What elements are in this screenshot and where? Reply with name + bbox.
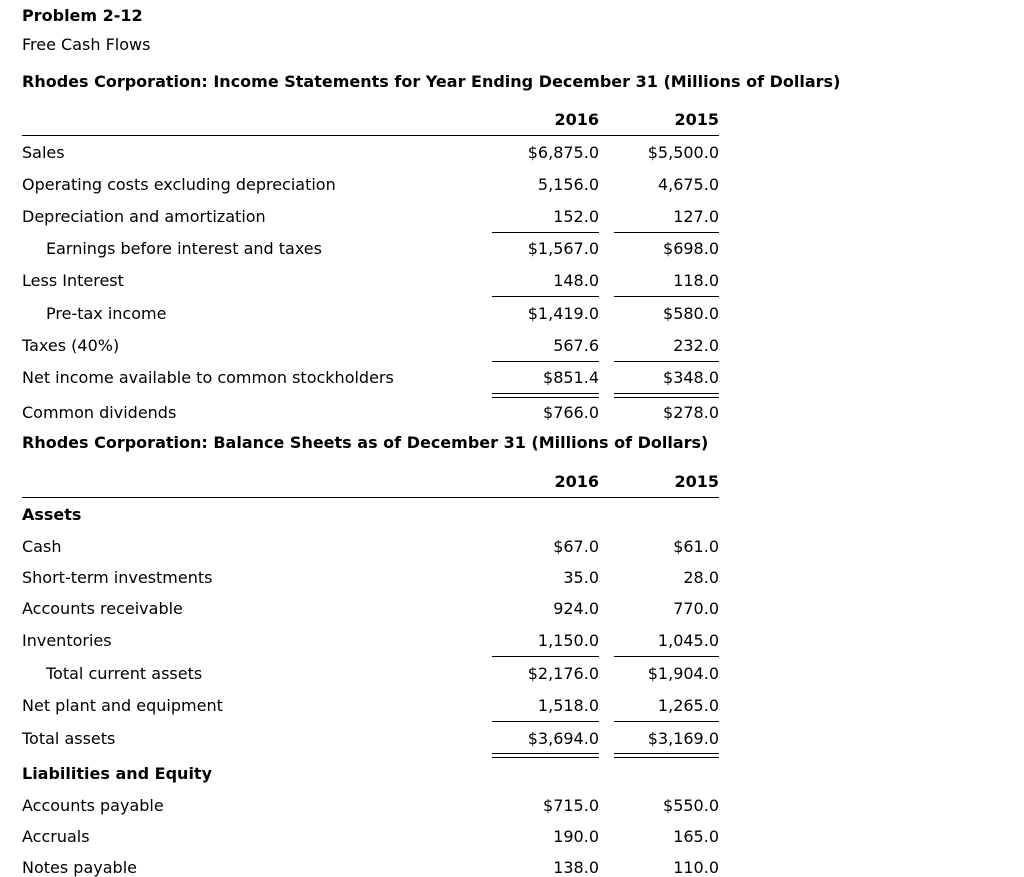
balance-sheet-title: Rhodes Corporation: Balance Sheets as of December 31 (Millions of Dollars)	[22, 433, 709, 452]
value-2016: 1,518.0	[537, 696, 599, 715]
row-label: Sales	[22, 143, 65, 162]
liabilities-equity-header: Liabilities and Equity	[22, 764, 213, 783]
row-label: Inventories	[22, 631, 112, 650]
value-2015: 110.0	[673, 858, 719, 877]
row-label: Common dividends	[22, 403, 177, 422]
row-label: Operating costs excluding depreciation	[22, 175, 336, 194]
total-double-rule	[492, 393, 599, 398]
problem-title: Problem 2-12	[22, 6, 143, 25]
value-2015: $5,500.0	[647, 143, 719, 162]
value-2016: $2,176.0	[527, 664, 599, 683]
row-label: Net plant and equipment	[22, 696, 223, 715]
value-2016: 567.6	[553, 336, 599, 355]
row-label: Pre-tax income	[46, 304, 167, 323]
income-year-2016: 2016	[554, 110, 599, 129]
value-2015: 4,675.0	[657, 175, 719, 194]
value-2015: 127.0	[673, 207, 719, 226]
value-2015: 770.0	[673, 599, 719, 618]
value-2015: 232.0	[673, 336, 719, 355]
value-2016: 138.0	[553, 858, 599, 877]
row-label: Earnings before interest and taxes	[46, 239, 322, 258]
balance-year-2016: 2016	[554, 472, 599, 491]
total-double-rule	[614, 753, 719, 758]
value-2016: 924.0	[553, 599, 599, 618]
income-header-rule	[22, 135, 719, 136]
value-2016: 152.0	[553, 207, 599, 226]
total-double-rule	[492, 753, 599, 758]
subtotal-rule	[614, 656, 719, 657]
value-2015: $3,169.0	[647, 729, 719, 748]
income-statement-title: Rhodes Corporation: Income Statements for Year Ending December 31 (Millions of Dollars)	[22, 72, 841, 91]
problem-subtitle: Free Cash Flows	[22, 35, 151, 54]
value-2016: $3,694.0	[527, 729, 599, 748]
row-label: Short-term investments	[22, 568, 213, 587]
value-2016: 5,156.0	[537, 175, 599, 194]
row-label: Total current assets	[46, 664, 203, 683]
value-2016: $1,419.0	[527, 304, 599, 323]
value-2015: $1,904.0	[647, 664, 719, 683]
row-label: Net income available to common stockholders	[22, 368, 394, 387]
value-2016: $1,567.0	[527, 239, 599, 258]
value-2016: $715.0	[543, 796, 599, 815]
row-label: Accruals	[22, 827, 90, 846]
value-2016: $851.4	[543, 368, 599, 387]
value-2016: 148.0	[553, 271, 599, 290]
subtotal-rule	[614, 721, 719, 722]
row-label: Less Interest	[22, 271, 124, 290]
value-2015: 165.0	[673, 827, 719, 846]
value-2015: $61.0	[673, 537, 719, 556]
subtotal-rule	[492, 296, 599, 297]
value-2016: 190.0	[553, 827, 599, 846]
subtotal-rule	[492, 721, 599, 722]
row-label: Taxes (40%)	[22, 336, 120, 355]
value-2015: $278.0	[663, 403, 719, 422]
row-label: Depreciation and amortization	[22, 207, 266, 226]
value-2015: 118.0	[673, 271, 719, 290]
subtotal-rule	[492, 232, 599, 233]
subtotal-rule	[614, 232, 719, 233]
value-2016: $766.0	[543, 403, 599, 422]
row-label: Accounts receivable	[22, 599, 183, 618]
value-2016: 35.0	[563, 568, 599, 587]
row-label: Notes payable	[22, 858, 137, 877]
value-2016: $6,875.0	[527, 143, 599, 162]
row-label: Accounts payable	[22, 796, 164, 815]
value-2015: $550.0	[663, 796, 719, 815]
subtotal-rule	[492, 656, 599, 657]
value-2015: $580.0	[663, 304, 719, 323]
subtotal-rule	[492, 361, 599, 362]
subtotal-rule	[614, 361, 719, 362]
row-label: Total assets	[22, 729, 116, 748]
value-2015: 28.0	[683, 568, 719, 587]
value-2016: 1,150.0	[537, 631, 599, 650]
balance-header-rule	[22, 497, 719, 498]
row-label: Cash	[22, 537, 62, 556]
income-year-2015: 2015	[674, 110, 719, 129]
value-2015: 1,265.0	[657, 696, 719, 715]
value-2015: $348.0	[663, 368, 719, 387]
assets-header: Assets	[22, 505, 82, 524]
value-2015: $698.0	[663, 239, 719, 258]
value-2015: 1,045.0	[657, 631, 719, 650]
subtotal-rule	[614, 296, 719, 297]
balance-year-2015: 2015	[674, 472, 719, 491]
total-double-rule	[614, 393, 719, 398]
value-2016: $67.0	[553, 537, 599, 556]
